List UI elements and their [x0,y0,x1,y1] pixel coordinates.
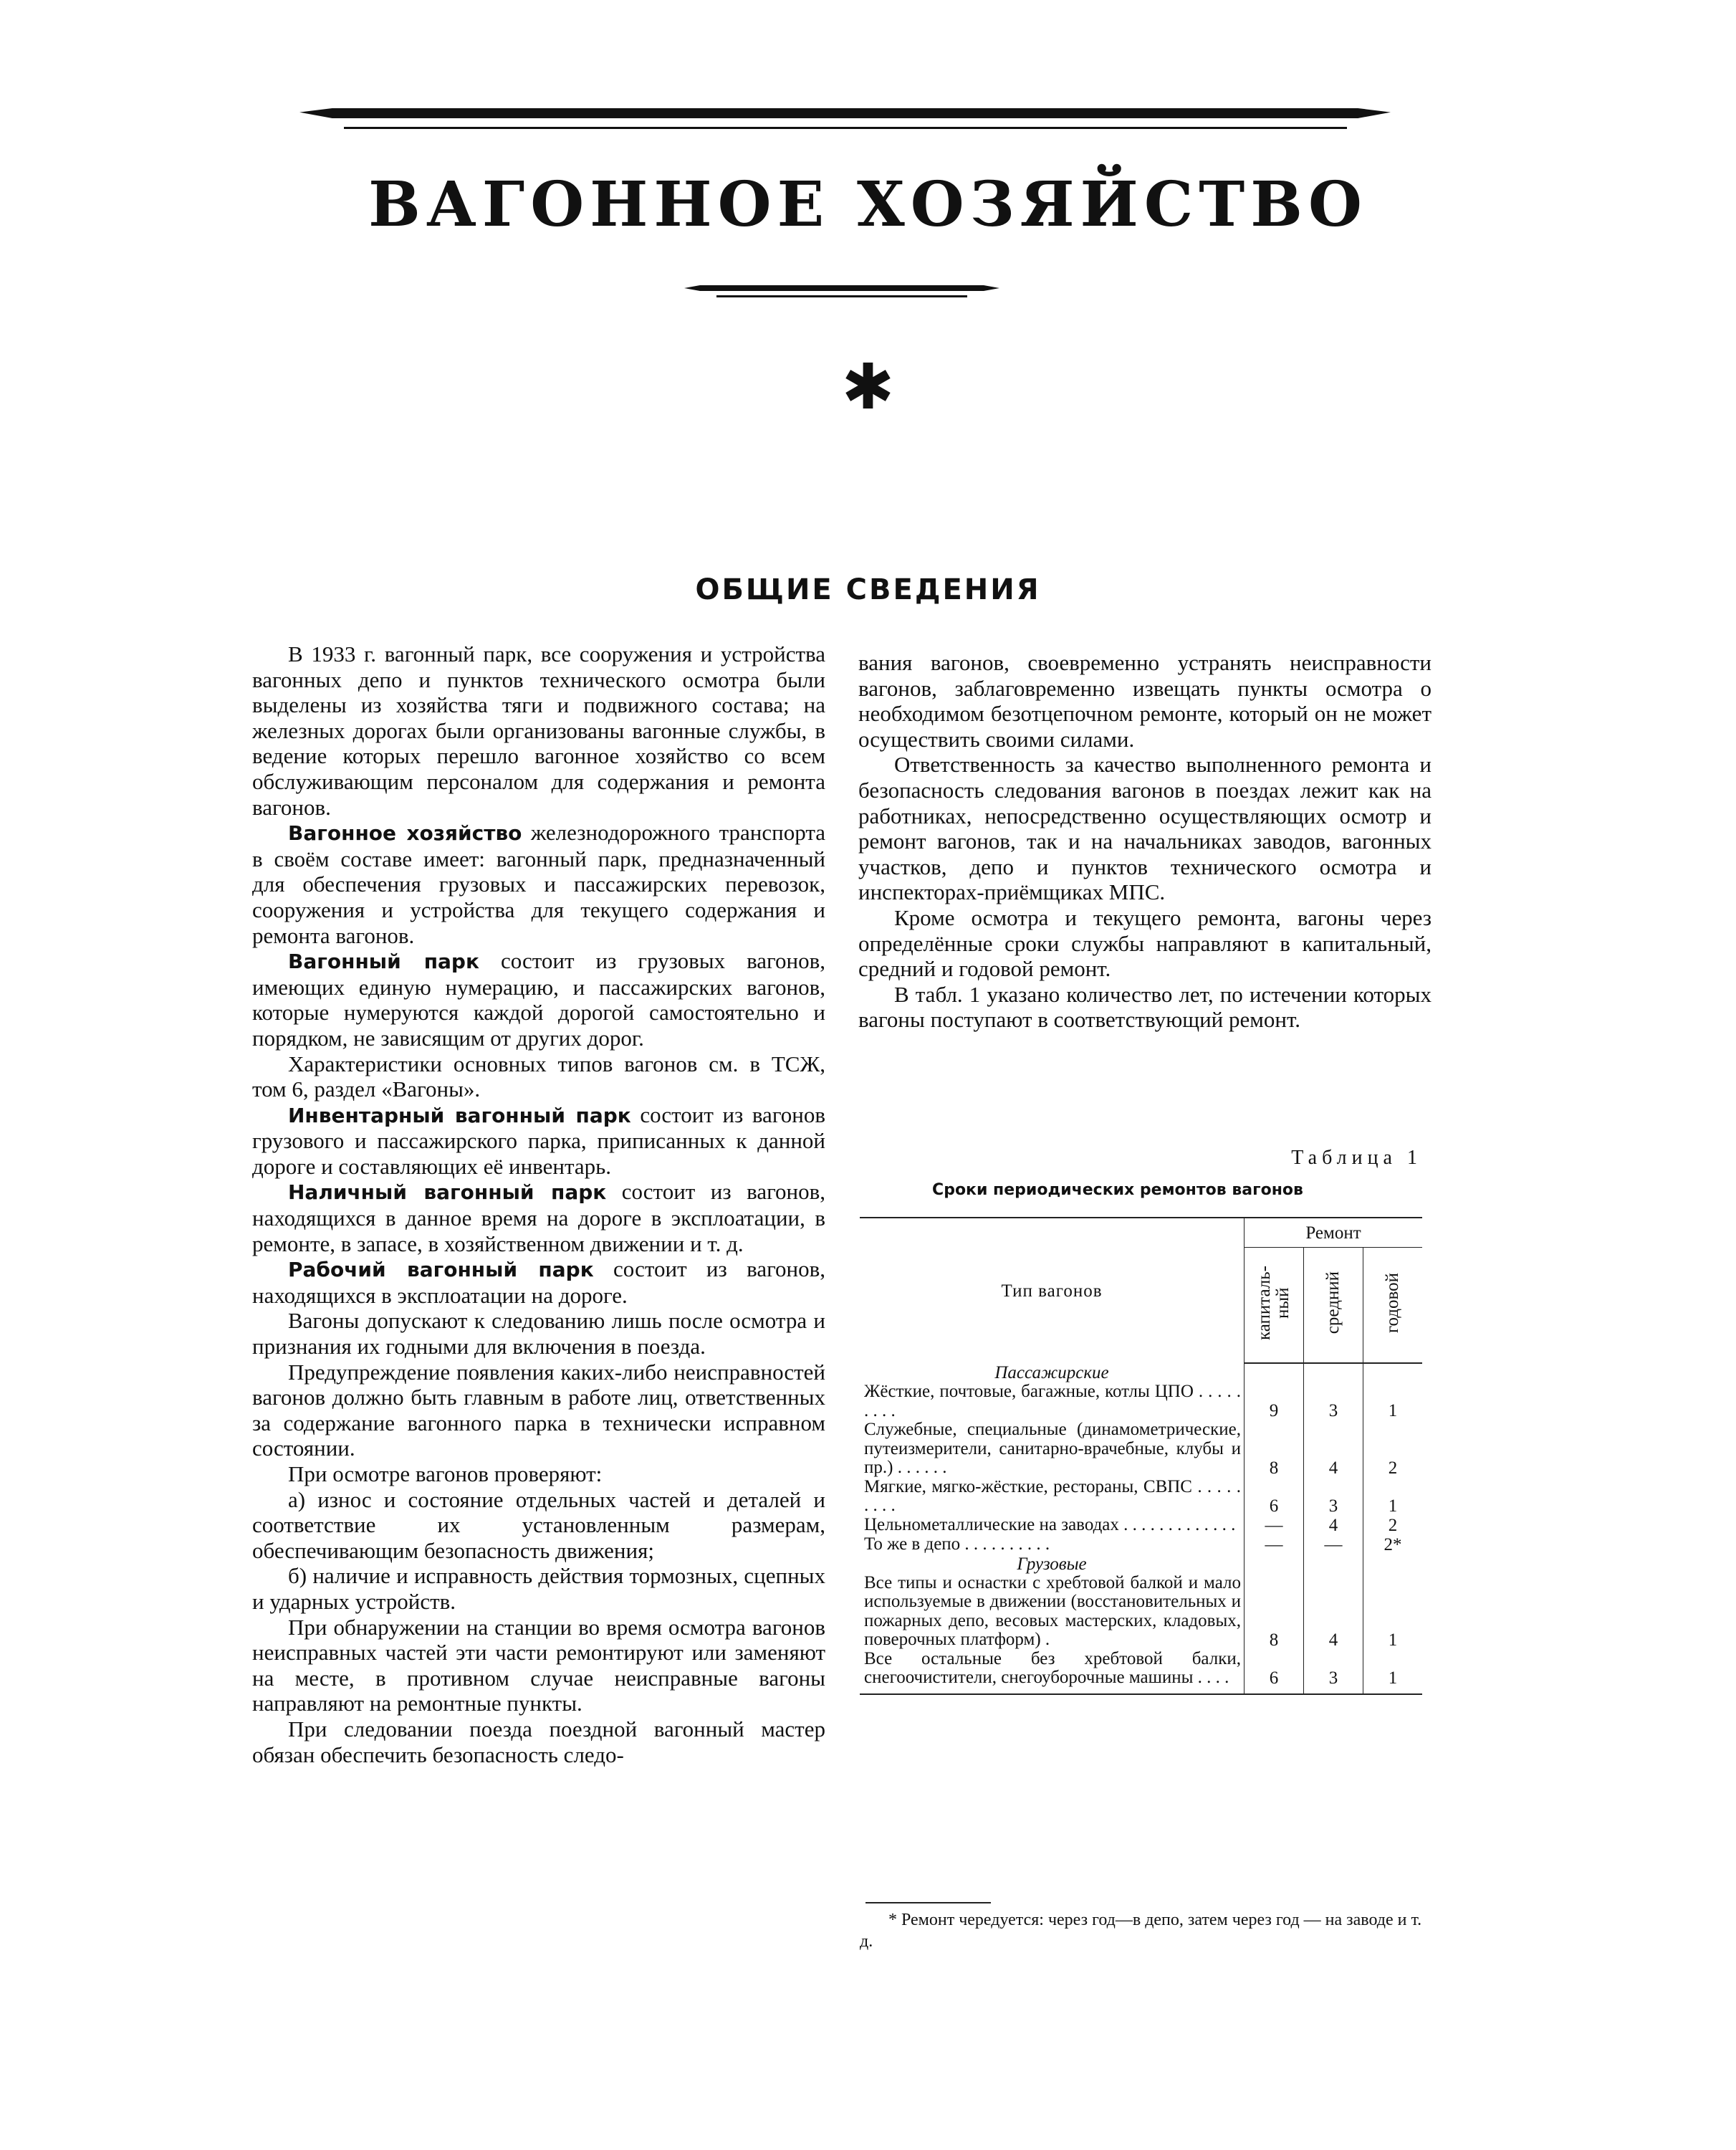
term: Вагонный парк [288,950,479,974]
paragraph: Кроме осмотра и текущего ремонта, вагоны через определённые сроки службы направляют в капитальный, средний и годовой ремонт. [858,904,1432,982]
table-row: Все типы и оснастки с хребтовой балкой и мало используемые в движении (восстановительных и пожарных депо, весовых мастерских, кладовых, поверочных платформ) . 8 4 1 [860,1574,1422,1650]
paragraph: Наличный вагонный парк состоит из вагонов, находящихся в данное время на дороге в эксплоатации, в ремонте, в запасе, в хозяйственном движении и т. д. [252,1179,826,1256]
col-header-medium: средний [1304,1248,1363,1364]
paragraph: В 1933 г. вагонный парк, все сооружения и устройства вагонных депо и пунктов технического осмотра были выделены из хозяйства тяги и подвижного состава; на железных дорогах были организованы вагонные службы, в ведение которых перешло вагонное хозяйство со всем обслуживающим персоналом для содержания и ремонта вагонов. [252,641,825,820]
term: Инвентарный вагонный парк [288,1103,631,1127]
paragraph: Ответственность за качество выполненного ремонта и безопасность следования вагонов в поездах лежит как на работниках, непосредственно осуществляющих осмотр и ремонт вагонов, так и на начальниках заводов, вагонных участков, депо и пунктов технического осмотра и инспекторах-приёмщиках МПС. [858,752,1432,905]
asterisk-ornament: ✱ [841,350,895,424]
paragraph: Вагонный парк состоит из грузовых вагонов, имеющих единую нумерацию, и пассажирских вагонов, которые нумеруются каждой дорогой самостоятельно и порядком, не зависящим от других дорог. [252,948,825,1051]
paragraph: Характеристики основных типов вагонов см. в ТСЖ, том 6, раздел «Вагоны». [252,1051,825,1102]
col-header-capital: капиталь- ный [1245,1248,1304,1364]
paragraph: б) наличие и исправность действия тормозных, сцепных и ударных устройств. [252,1563,825,1614]
term: Наличный вагонный парк [288,1180,607,1205]
left-column [252,641,825,1767]
title-underline-thick [684,285,999,291]
term: Вагонное хозяйство [288,821,522,846]
table-row: Все остальные без хребтовой балки, снегоочистители, снегоуборочные машины . . . . 6 3 1 [860,1650,1422,1694]
col-header-type: Тип вагонов [860,1218,1245,1363]
group-row-passenger: Пассажирские [860,1363,1422,1382]
col-header-annual: годовой [1363,1248,1423,1364]
paragraph: Инвентарный вагонный парк состоит из вагонов грузового и пассажирского парка, приписанных к данной дороге и составляющих её инвентарь. [252,1102,825,1179]
table-row: То же в депо . . . . . . . . . . — — 2* [860,1535,1422,1554]
top-rule-thick [299,108,1391,118]
right-column [858,650,1432,1033]
term: Рабочий вагонный парк [288,1258,594,1282]
top-rule-thin [344,127,1347,129]
paragraph: В табл. 1 указано количество лет, по истечении которых вагоны поступают в соответствующий ремонт. [858,981,1432,1033]
paragraph: Предупреждение появления каких-либо неисправностей вагонов должно быть главным в работе лиц, ответственных за содержание вагонного парка в технически исправном состоянии. [252,1359,825,1461]
table-number: Таблица 1 [1291,1147,1422,1169]
paragraph: вания вагонов, своевременно устранять неисправности вагонов, заблаговременно извещать пункты осмотра о необходимом безотцепочном ремонте, который он не может осуществить своими силами. [858,650,1432,752]
footnote-rule [865,1902,991,1903]
page-title: ВАГОННОЕ ХОЗЯЙСТВО [368,168,1368,241]
col-header-repair: Ремонт [1245,1218,1423,1248]
footnote: * Ремонт чередуется: через год—в депо, затем через год — на заводе и т. д. [860,1911,1422,1951]
paragraph: а) износ и состояние отдельных частей и деталей и соответствие их установленным размерам, обеспечивающим безопасность движения; [252,1486,825,1563]
table-row: Служебные, специальные (динамометрические, путеизмерители, санитарно-врачебные, клубы и пр.) . . . . . . 8 4 2 [860,1420,1422,1478]
paragraph: При осмотре вагонов проверяют: [288,1461,603,1486]
table-row: Цельнометаллические на заводах . . . . . . . . . . . . . — 4 2 [860,1516,1422,1535]
table-row: Мягкие, мягко-жёсткие, рестораны, СВПС . . . . . . . . . 6 3 1 [860,1478,1422,1516]
paragraph: Рабочий вагонный парк состоит из вагонов, находящихся в эксплоатации на дороге. [252,1256,826,1308]
section-title: ОБЩИЕ СВЕДЕНИЯ [695,573,1041,606]
title-underline-thin [716,295,967,297]
table-row: Жёсткие, почтовые, багажные, котлы ЦПО . . . . . . . . . 9 3 1 [860,1382,1422,1420]
table-title: Сроки периодических ремонтов вагонов [932,1181,1303,1199]
group-row-freight: Грузовые [860,1554,1422,1574]
paragraph: При следовании поезда поездной вагонный мастер обязан обеспечить безопасность следо- [252,1716,825,1767]
paragraph: При обнаружении на станции во время осмотра вагонов неисправных частей эти части ремонтируют или заменяют на месте, в противном случае неисправные вагоны направляют на ремонтные пункты. [252,1614,825,1716]
repair-schedule-table [860,1217,1422,1695]
paragraph: Вагонное хозяйство железнодорожного транспорта в своём составе имеет: вагонный парк, предназначенный для обеспечения грузовых и пассажирских перевозок, сооружения и устройства для текущего содержания и ремонта вагонов. [252,820,825,948]
paragraph: Вагоны допускают к следованию лишь после осмотра и признания их годными для включения в поезда. [252,1308,825,1360]
